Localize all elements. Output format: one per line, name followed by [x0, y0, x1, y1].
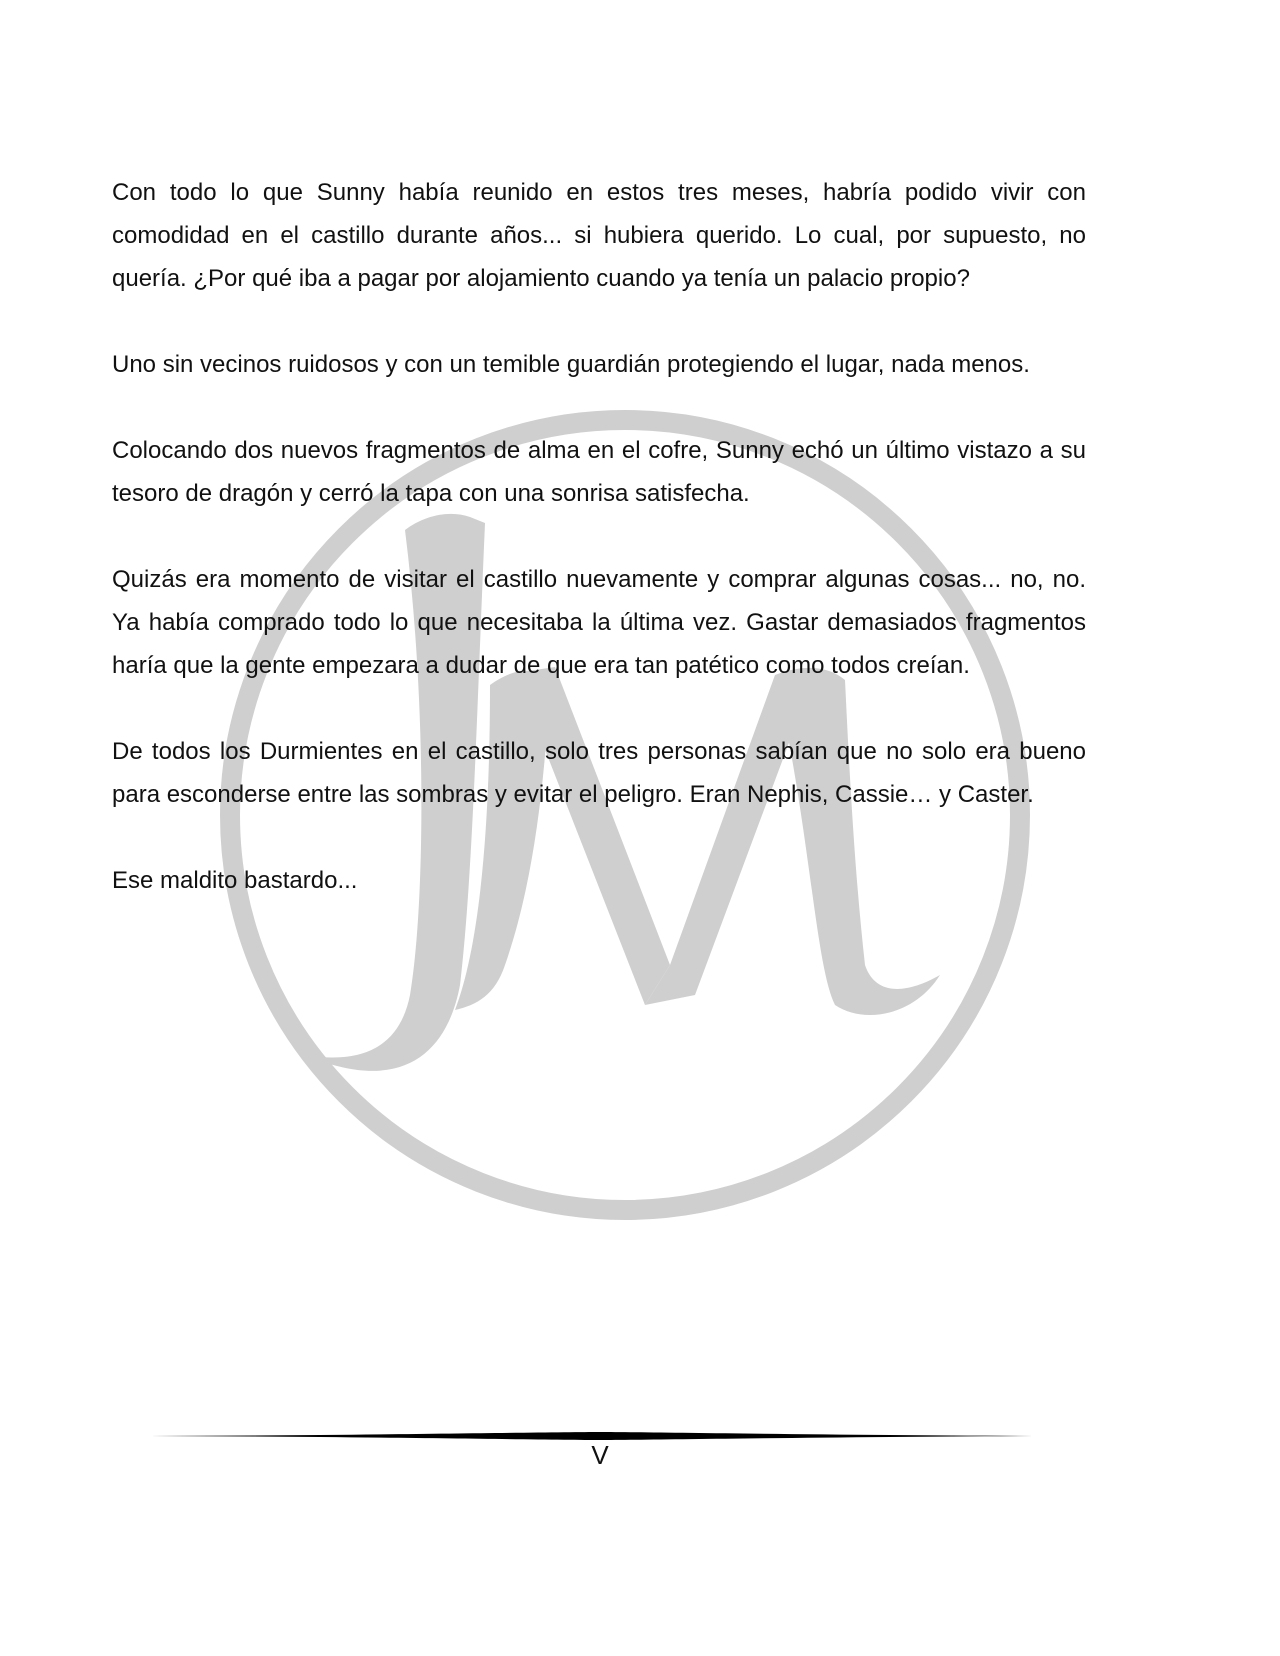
- page-number: V: [591, 1440, 609, 1470]
- paragraph: De todos los Durmientes en el castillo, solo tres personas sabían que no solo era bueno para esconderse entre las sombras y evitar el peligro. Eran Nephis, Cassie… y Caster.: [112, 738, 1086, 808]
- paragraph: Ese maldito bastardo...: [112, 867, 358, 894]
- paragraph: Quizás era momento de visitar el castillo nuevamente y comprar algunas cosas... no, no. Ya había comprado todo lo que necesitaba la última vez. Gastar demasiados fragmentos haría que la gente empezara a dudar de que era tan patético como todos creían.: [112, 566, 1086, 679]
- paragraph: Colocando dos nuevos fragmentos de alma en el cofre, Sunny echó un último vistazo a su tesoro de dragón y cerró la tapa con una sonrisa satisfecha.: [112, 437, 1086, 507]
- paragraph: Uno sin vecinos ruidosos y con un temible guardián protegiendo el lugar, nada menos.: [112, 351, 1030, 378]
- paragraph: Con todo lo que Sunny había reunido en estos tres meses, habría podido vivir con comodidad en el castillo durante años... si hubiera querido. Lo cual, por supuesto, no quería. ¿Por qué iba a pagar por alojamiento cuando ya tenía un palacio propio?: [112, 179, 1086, 292]
- document-body: [112, 171, 1086, 945]
